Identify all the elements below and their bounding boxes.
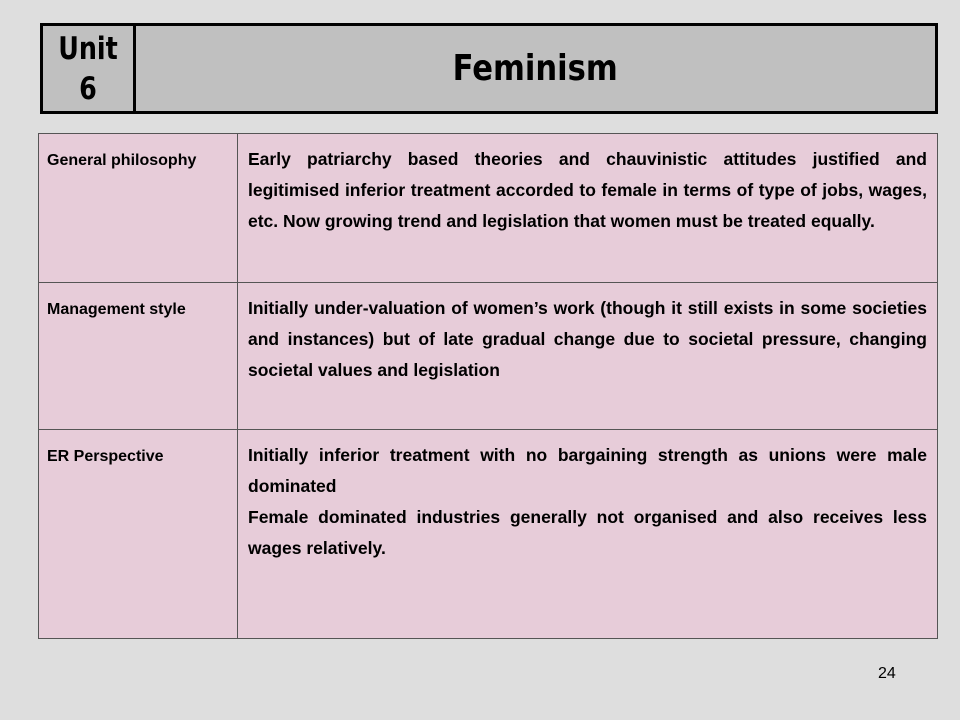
row-paragraph: Initially under-valuation of women’s work (though it still exists in some societies and instances) but of late gradual change due to societal pressure, changing societal values and legislation	[248, 298, 927, 380]
table-row	[39, 283, 938, 430]
row-label: Management style	[39, 283, 238, 430]
row-paragraph: Female dominated industries generally not organised and also receives less wages relatively.	[248, 507, 927, 558]
row-paragraph: Early patriarchy based theories and chauvinistic attitudes justified and legitimised inferior treatment accorded to female in terms of type of jobs, wages, etc. Now growing trend and legislation that women must be treated equally.	[248, 149, 927, 231]
row-label: General philosophy	[39, 134, 238, 283]
content-table	[38, 133, 938, 639]
row-content	[238, 283, 938, 430]
row-content	[238, 430, 938, 639]
unit-cell	[43, 26, 136, 111]
title-cell	[136, 26, 935, 111]
table-row	[39, 134, 938, 283]
page-number: 24	[878, 665, 896, 682]
row-content	[238, 134, 938, 283]
slide-header	[40, 23, 938, 114]
table-row	[39, 430, 938, 639]
slide-title: Feminism	[452, 48, 619, 89]
row-paragraph: Initially inferior treatment with no bargaining strength as unions were male dominated	[248, 445, 927, 496]
unit-label: Unit 6	[58, 30, 118, 107]
row-label: ER Perspective	[39, 430, 238, 639]
